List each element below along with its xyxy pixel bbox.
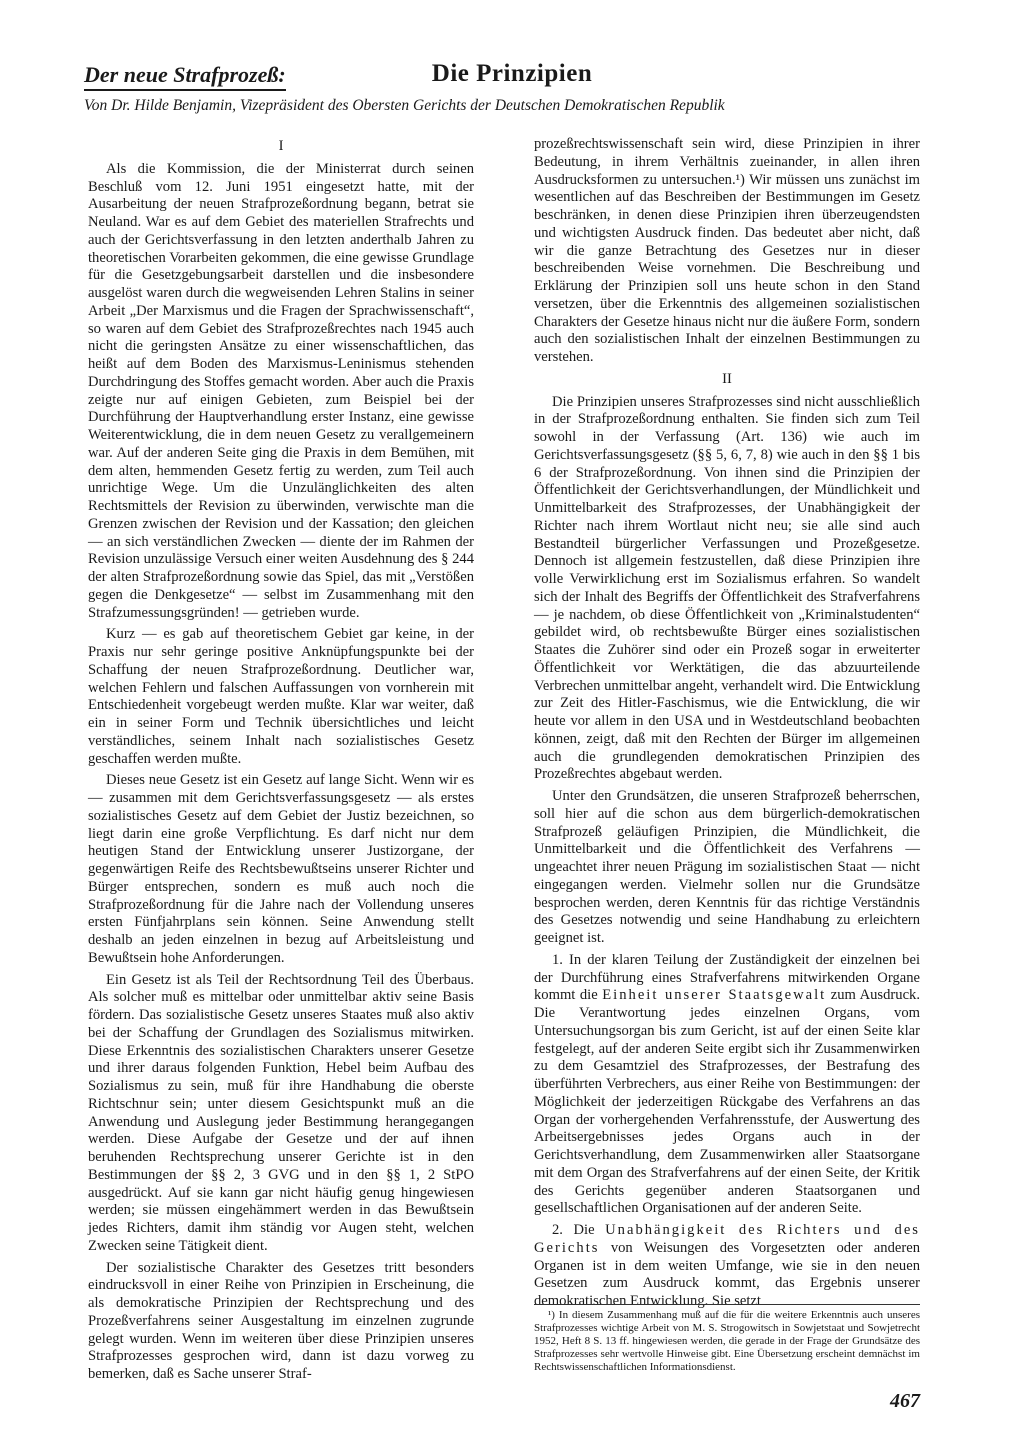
paragraph: Die Prinzipien unseres Strafprozesses sind nicht ausschließlich in der Strafprozeßordnung enthalten. Sie finden sich zum Teil sowohl in der Verfassung (Art. 136) wie auch im Gerichtsverfassungsgesetz (§§ 5, 6, 7, 8) wie auch in den §§ 1 bis 6 der Strafprozeßordnung. Von ihnen sind die Prinzipien der Öffentlichkeit der Gerichtsverhandlungen, der Mündlichkeit und Unmittelbarkeit des Strafprozesses, der Unabhängigkeit der Richter nach ihrem Wortlaut nicht neu; sie alle sind auch Bestandteil bürgerlicher Verfassungen und Prozeßgesetze. Dennoch ist allgemein festzustellen, daß diese Prinzipien ihre volle Verwirklichung erst im Sozialismus erfahren. So wandelt sich der Inhalt des Begriffs der Öffentlichkeit des Strafverfahrens — je nachdem, ob diese Öffentlichkeit von „Kriminalstudenten“ gebildet wird, ob rechtsbewußte Bürger eines sozialistischen Staates die Zuhörer sind oder ein Prozeß sogar in erweiterter Öffentlichkeit vor Werktätigen, die das abzuurteilende Verbrechen unmittelbar angeht, verhandelt wird. Die Entwicklung zur Zeit des Hitler-Faschismus, wie die Entwicklung, die wir heute vor allem in den USA und in Westdeutschland beobachten können, zeigt, daß mit den Rechten der Bürger im allgemeinen auch die grundlegenden demokratischen Prinzipien des Prozeßrechtes abgebaut werden. [534, 393, 920, 783]
paragraph: Der sozialistische Charakter des Gesetzes tritt besonders eindrucksvoll in einer Reihe von Prinzipien in Erscheinung, die als demokratische Prinzipien der Rechtsprechung und des Prozeßverfahrens seiner Ausgestaltung im einzelnen zugrunde gelegt wurden. Wenn im weiteren über diese Prinzipien unseres Strafprozesses gesprochen wird, dann ist dazu vorweg zu bemerken, daß es Sache unserer Straf- [88, 1259, 474, 1382]
paragraph: Kurz — es gab auf theoretischem Gebiet gar keine, in der Praxis nur sehr geringe positive Anknüpfungspunkte bei der Schaffung der neuen Strafprozeßordnung. Deutlicher war, welchen Fehlern und falschen Auffassungen von vornherein mit Entschiedenheit vorgebeugt werden mußte. Klar war weiter, daß ein in seiner Form und Technik übersichtliches und leicht verständliches, seinem Inhalt nach sozialistisches Gesetz geschaffen werden mußte. [88, 626, 474, 767]
paragraph: Unter den Grundsätzen, die unseren Strafprozeß beherrschen, soll hier auf die schon aus dem bürgerlich-demokratischen Strafprozeß geläufigen Prinzipien, die Mündlichkeit, die Unmittelbarkeit und die Öffentlichkeit des Verfahrens — ungeachtet ihrer neuen Prägung im sozialistischen Staat — nicht eingegangen werden. Vielmehr sollen nur die Grundsätze besprochen werden, deren Kenntnis für das richtige Verständnis des Gesetzes notwendig und seine Handhabung zu erleichtern geeignet ist. [534, 788, 920, 946]
footnote: ¹) In diesem Zusammenhang muß auf die für die weitere Erkenntnis auch unseres Strafprozesses wichtige Arbeit von M. S. Strogowitsch in Sowjetstaat und Sowjetrecht 1952, Heft 8 S. 13 ff. hingewiesen werden, die gerade in der Frage der Grundsätze des Strafprozesses sehr wertvolle Hinweise gibt. Eine Übersetzung erscheint demnächst im Rechtswissenschaftlichen Informationsdienst. [534, 1309, 920, 1374]
paragraph: Dieses neue Gesetz ist ein Gesetz auf lange Sicht. Wenn wir es — zusammen mit dem Gerichtsverfassungsgesetz — als erstes sozialistisches Gesetz auf dem Gebiet der Justiz bezeichnen, so liegt darin eine große Verpflichtung. Es darf nicht nur dem heutigen Stand der Entwicklung unserer Justizorgane, der gegenwärtigen Reife des Rechtsbewußtseins unserer Richter und Bürger entsprechen, sondern es muß auch noch die Strafprozeßordnung für die Jahre nach der Vollendung unseres ersten Fünfjahrplans sein können. Seine Anwendung stellt deshalb an jeden einzelnen in bezug auf Arbeitsleistung und Bewußtsein hohe Anforderungen. [88, 772, 474, 966]
series-kicker: Der neue Strafprozeß: [84, 62, 286, 91]
left-column [88, 136, 474, 1388]
article-title: Die Prinzipien [431, 60, 593, 87]
text-run: 2. Die [552, 1222, 606, 1238]
text-run: zum Ausdruck. Die Verantwortung jedes einzelnen Organs, vom Untersuchungsorgan bis zum Gericht, ist auf der einen Seite klar festgelegt, auf der anderen Seite ergibt sich ihr Zusammenwirken zu dem Gesamtziel des Strafprozesses, der Bestrafung des überführten Verbrechers, aus einer Reihe von Bestimmungen: der Möglichkeit der jederzeitigen Rückgabe des Verfahrens an das Organ der vorhergehenden Verfahrensstufe, der Auswertung des Arbeitsergebnisses jedes Organs auch in der Gerichtsverhandlung, dem Zusammenwirken aller Staatsorgane mit dem Organ des Strafverfahrens auf der einen Seite, der Kritik des Gerichts gegenüber anderen Staatsorganen und gesellschaftlichen Organisationen auf der anderen Seite. [534, 987, 920, 1217]
spaced-emphasis: Einheit unserer Staatsgewalt [602, 987, 827, 1004]
footnotes [534, 1304, 920, 1374]
section-heading-2: II [722, 370, 732, 387]
right-column [534, 136, 920, 1315]
text-run: von Weisungen des Vorgesetzten oder anderen Organen ist in dem weiten Umfange, wie sie in den neuen Gesetzen zum Ausdruck kommt, das Ergebnis unserer demokratischen Entwicklung. Sie setzt [534, 1239, 920, 1309]
paragraph: Ein Gesetz ist als Teil der Rechtsordnung Teil des Überbaus. Als solcher muß es mittelbar oder unmittelbar aktiv seine Basis fördern. Das sozialistische Gesetz unseres Staates muß also aktiv bei der Schaffung der Grundlagen des Sozialismus mitwirken. Diese Erkenntnis des sozialistischen Charakters unserer Gesetze und ihrer daraus folgenden Funktion, Hebel beim Aufbau des Sozialismus zu sein, muß für ihre Handhabung die oberste Richtschnur sein; unter diesem Gesichtspunkt muß an die Anwendung und Auslegung jeder Bestimmung herangegangen werden. Diese Aufgabe der Gesetze und der auf ihnen beruhenden Rechtsprechung unserer Gerichte ist in den Bestimmungen der §§ 2, 3 GVG und in den §§ 1, 2 StPO ausgedrückt. Auf sie kann gar nicht häufig genug hingewiesen werden; sie müssen eingehämmert werden in das Bewußtsein jedes Richters, damit ihm ständig vor Augen steht, welchen Zwecken seine Tätigkeit dient. [88, 971, 474, 1254]
spaced-emphasis: Unabhängigkeit des Richters und des Gerichts [534, 1222, 920, 1256]
page-number: 467 [890, 1390, 920, 1412]
section-heading-1: I [278, 138, 284, 154]
paragraph [534, 952, 920, 1218]
paragraph [534, 1222, 920, 1311]
author-byline: Von Dr. Hilde Benjamin, Vizepräsident des Obersten Gerichts der Deutschen Demokratischen Republik [84, 97, 725, 114]
paragraph-continued: prozeßrechtswissenschaft sein wird, diese Prinzipien in ihrer Bedeutung, in ihrem Verhältnis zueinander, in allen ihren Ausdrucksformen zu untersuchen.¹) Wir müssen uns zunächst im wesentlichen auf das Beschreiben der Bestimmungen im Gesetz beschränken, in denen diese Prinzipien ihren überzeugendsten und wichtigsten Ausdruck finden. Das bedeutet aber nicht, daß wir die ganze Betrachtung des Gesetzes nur in dieser beschreibenden Weise vornehmen. Die Beschreibung und Erklärung der Prinzipien soll uns heute schon in den Stand versetzen, über die Erkenntnis des allgemeinen sozialistischen Charakters der Gesetze hinaus nicht nur die äußere Form, sondern auch den sozialistischen Inhalt der einzelnen Bestimmungen zu verstehen. [534, 136, 920, 365]
text-run: 1. In der klaren Teilung der Zuständigkeit der einzelnen bei der Durchführung eines Strafverfahrens mitwirkenden Organe kommt die [534, 951, 920, 1004]
paragraph: Als die Kommission, die der Ministerrat durch seinen Beschluß vom 12. Juni 1951 eingesetzt hatte, mit der Ausarbeitung der neuen Strafprozeßordnung begann, betrat sie Neuland. War es auf dem Gebiet des materiellen Strafrechts und auch der Gerichtsverfassung in den letzten anderthalb Jahren zu theoretischen Vorarbeiten gekommen, die eine gewisse Grundlage für die Gesetzgebungsarbeit darstellen und die insbesondere ausgelöst waren durch die wegweisenden Lehren Stalins in seiner Arbeit „Der Marxismus und die Fragen der Sprachwissenschaft“, so waren auf dem Gebiet des Strafprozeßrechtes nach 1945 auch nicht die geringsten Ansätze zu einer wissenschaftlichen, das heißt auf dem Boden des Marxismus-Leninismus stehenden Durchdringung des Stoffes gemacht worden. Aber auch die Praxis zeigte nur auf einigen Gebieten, zum Beispiel bei der Durchführung der Hauptverhandlung erster Instanz, eine gewisse Weiterentwicklung, die in dem neuen Gesetz zu verallgemeinern war. Auf der anderen Seite ging die Praxis in dem Bemühen, mit dem alten, hemmenden Gesetz fertig zu werden, zum Teil auch unrichtige Wege. Um die Unzulänglichkeiten des alten Rechtsmittels der Revision zu überwinden, verwischte man die Grenzen zwischen der Revision und der Kassation; den gleichen — an sich verständlichen Zwecken — diente der im Rahmen der Revision unzulässige Versuch einer weiten Ausdehnung des § 244 der alten Strafprozeßordnung sowie das Spiel, das mit „Verstößen gegen die Denkgesetze“ — selbst im Zusammenhang mit den Strafzumessungsgründen! — getrieben wurde. [88, 160, 474, 621]
